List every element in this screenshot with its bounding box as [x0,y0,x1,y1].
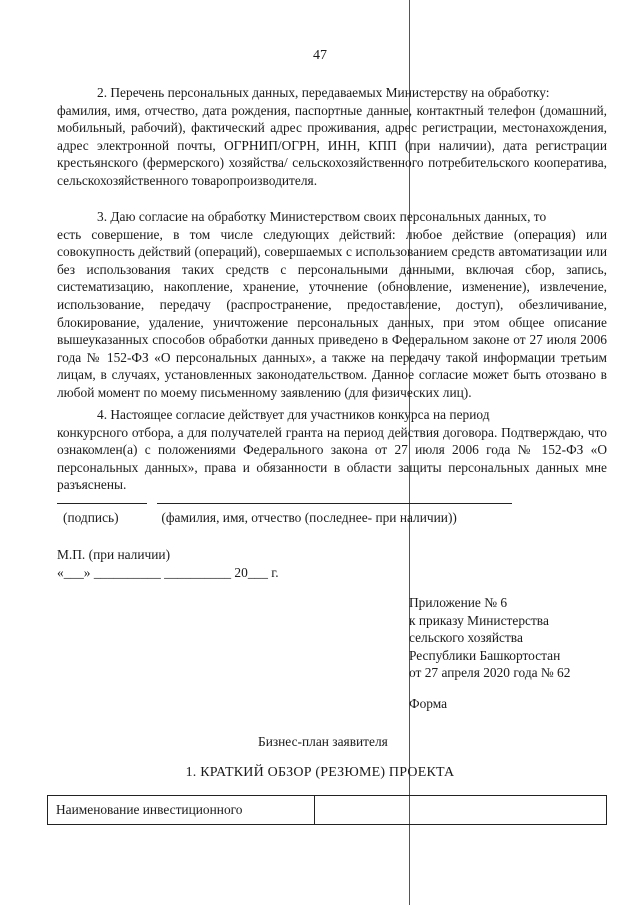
appendix-line: Республики Башкортостан [409,647,561,663]
summary-table [47,795,607,825]
appendix-block [409,594,570,682]
table-cell-label: Наименование инвестиционного [48,796,315,825]
paragraph-4 [57,406,607,494]
full-name-line [157,503,512,504]
business-plan-title: Бизнес-план заявителя [258,734,388,749]
appendix-line: Приложение № 6 [409,595,508,610]
table-cell-value [315,796,607,825]
appendix-line: сельского хозяйства [409,630,523,646]
signature-line [57,503,147,504]
paragraph-2 [57,84,607,190]
signature-lines [57,503,512,504]
table-row [48,796,607,825]
paragraph-3 [57,208,607,402]
signature-caption: (подпись) [63,510,119,525]
paragraph-2-body: фамилия, имя, отчество, дата рождения, паспортные данные, контактный телефон (домашний, мобильный, рабочий), фактический адрес проживания, адрес регистрации, местонахождения, адрес электронной почты, ОГРНИП/ОГРН, ИНН, КПП (при наличии), дата регистрации крестьянского (фермерского) хозяйства/ сельскохозяйственного потребительского кооператива, сельскохозяйственного товаропроизводителя. [57,102,607,188]
stamp-label: М.П. (при наличии) [57,547,171,562]
appendix-line: к приказу Министерства [409,612,549,628]
paragraph-3-body: есть совершение, в том числе следующих действий: любое действие (операция) или совокупность действий (операций), совершаемых с использованием средств автоматизации или без использования таких средств с персональными данными, включая сбор, запись, систематизацию, накопление, хранение, уточнение (обновление, изменение), извлечение, использование, передачу (распространение, предоставление, доступ), обезличивание, блокирование, удаление, уничтожение персональных данных, при этом общее описание вышеуказанных способов обработки данных приведено в Федеральном законе от 27 июля 2006 года № 152-ФЗ «О персональных данных», а также на передачу такой информации третьим лицам, в случаях, установленных законодательством. Данное согласие может быть отозвано в любой момент по моему письменному заявлению (для физических лиц). [57,226,607,400]
stamp-block [57,546,279,581]
section-title: 1. КРАТКИЙ ОБЗОР (РЕЗЮМЕ) ПРОЕКТА [185,765,455,780]
date-line: «___» __________ __________ 20___ г. [57,564,279,580]
paragraph-3-first-line: 3. Даю согласие на обработку Министерством своих персональных данных, то [97,209,547,224]
appendix-line: от 27 апреля 2020 года № 62 [409,665,571,681]
paragraph-4-body: конкурсного отбора, а для получателей гранта на период действия договора. Подтверждаю, что ознакомлен(а) с положениями Федерального закона от 27 июля 2006 года № 152-ФЗ «О персональных данных», права и обязанности в области защиты персональных данных мне разъяснены. [57,424,607,493]
page-number: 47 [313,48,327,63]
full-name-caption: (фамилия, имя, отчество (последнее- при наличии)) [161,510,457,525]
paragraph-2-first-line: 2. Перечень персональных данных, передаваемых Министерству на обработку: [97,85,550,100]
form-label: Форма [409,696,448,711]
paragraph-4-first-line: 4. Настоящее согласие действует для участников конкурса на период [97,407,490,422]
signature-captions [63,510,457,526]
